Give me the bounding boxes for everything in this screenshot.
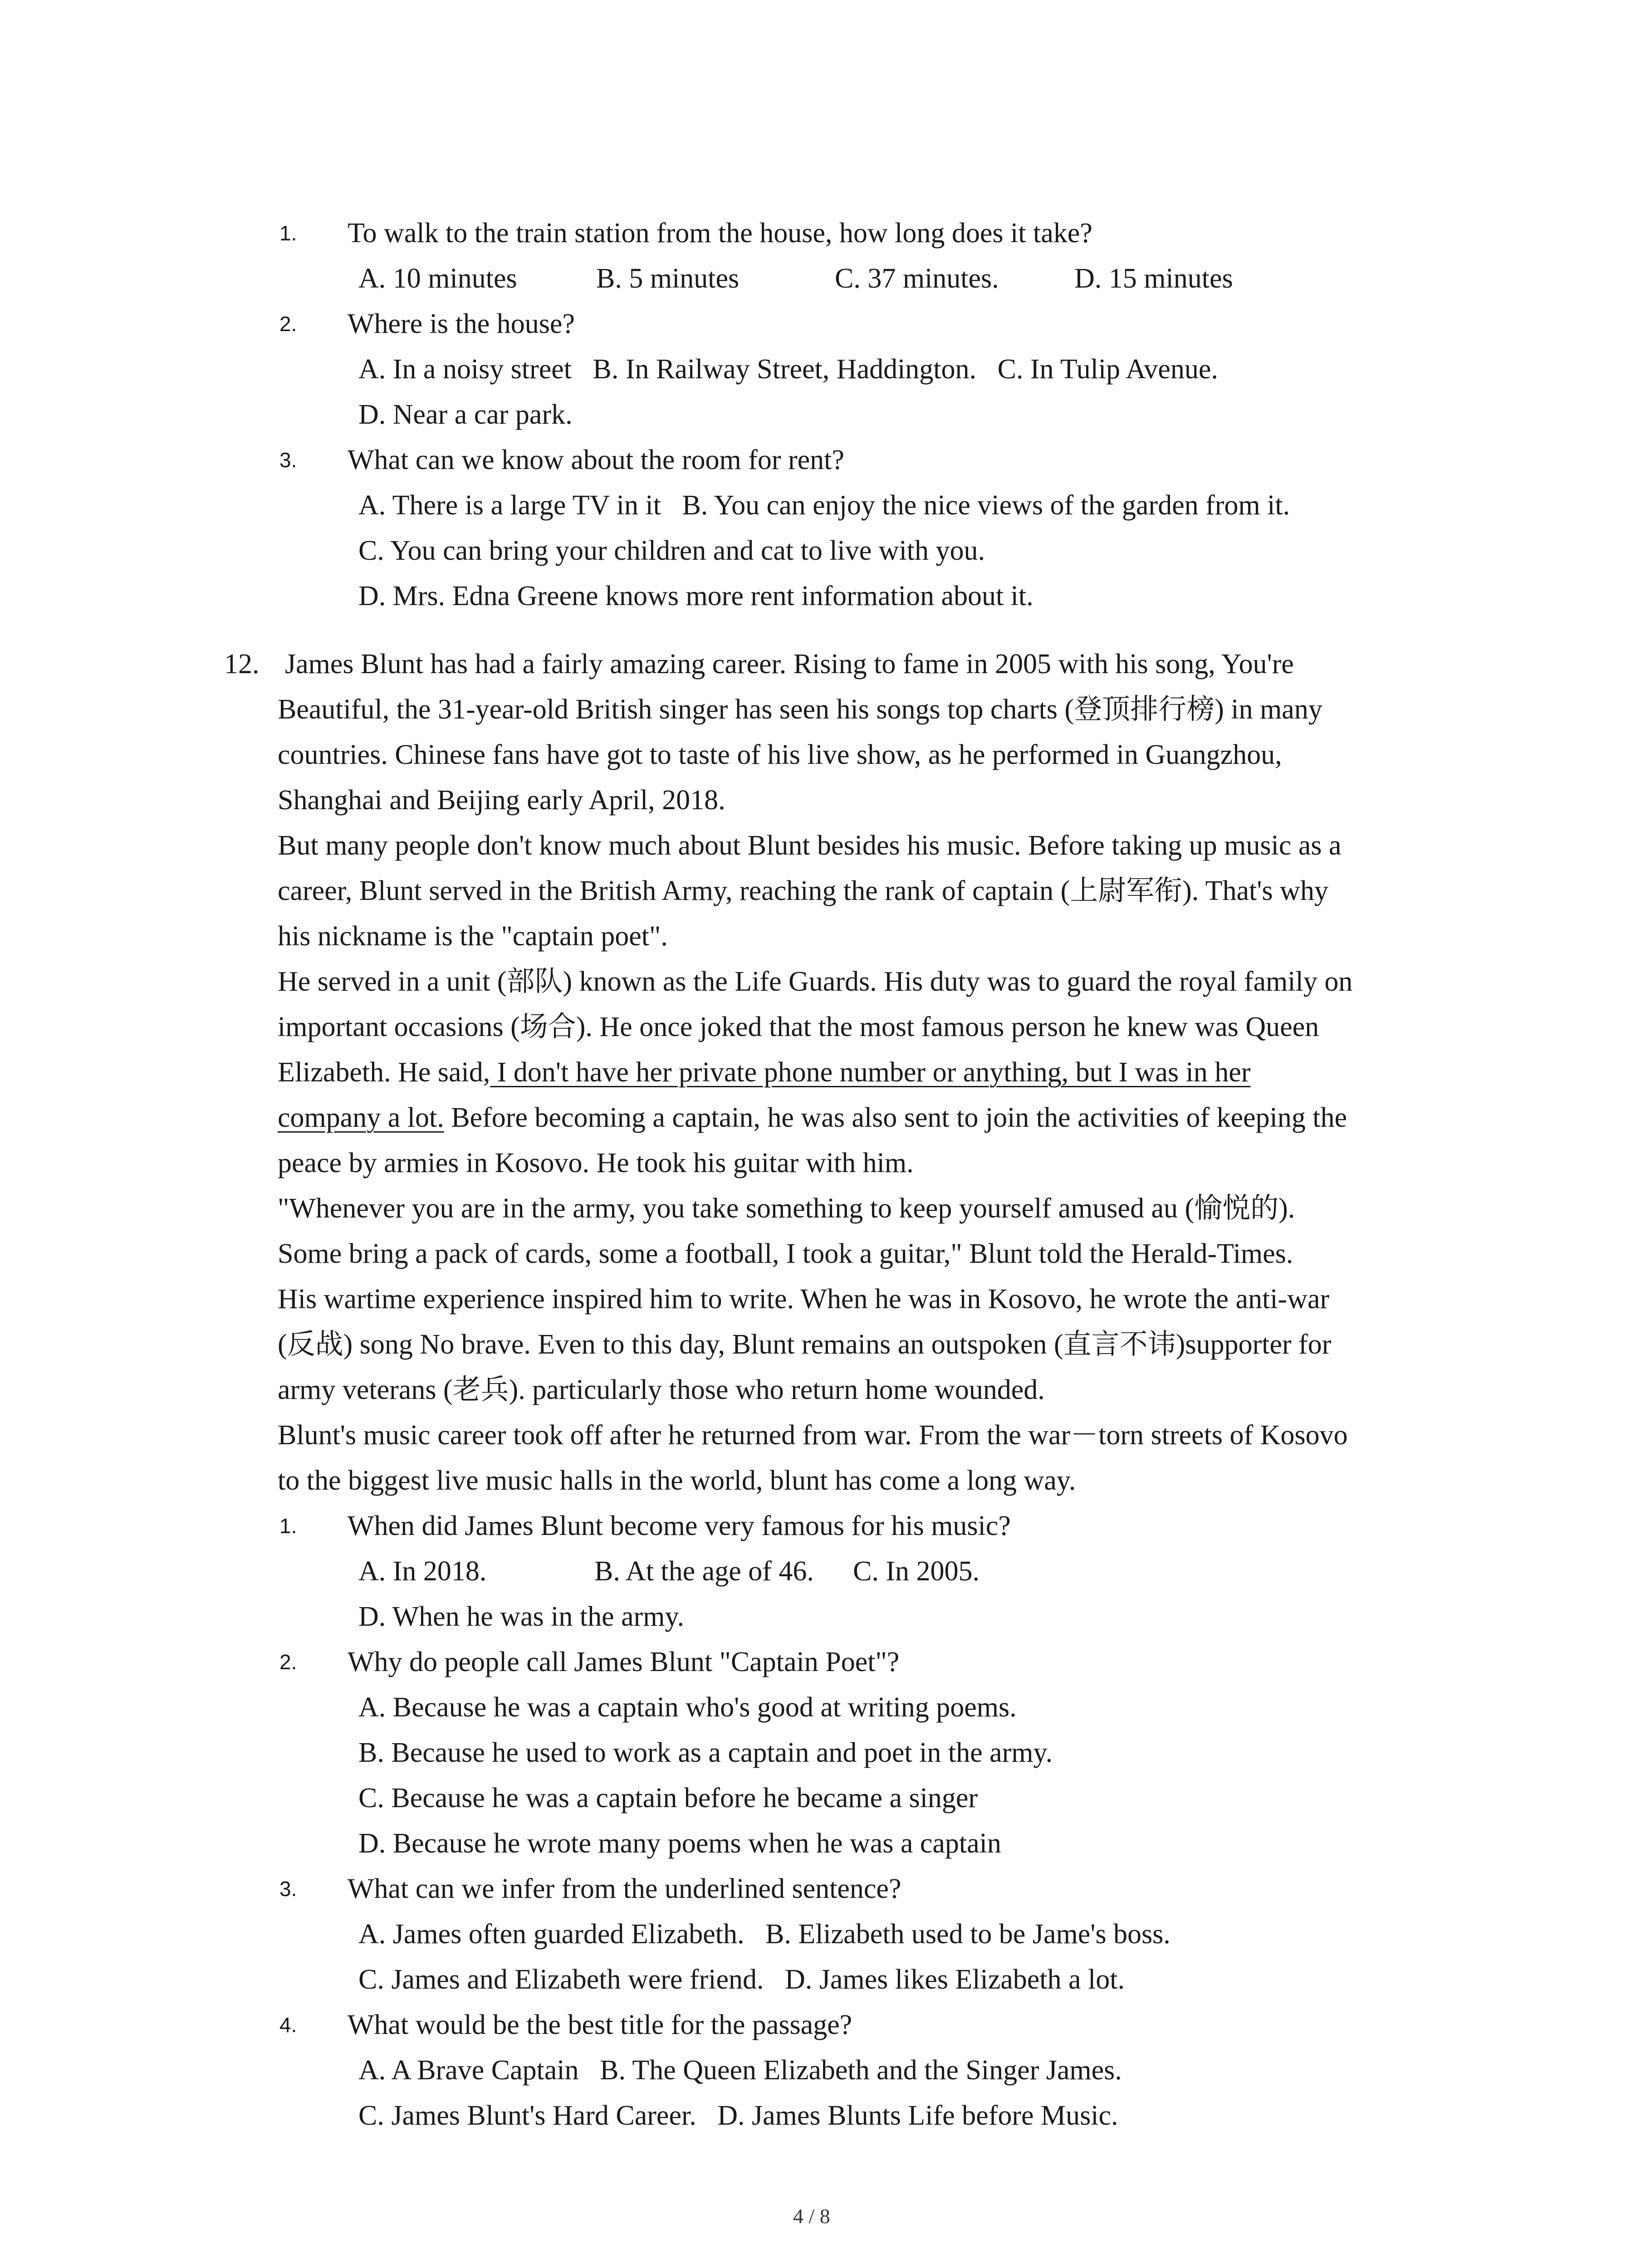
option-line: C. James Blunt's Hard Career. D. James Blunts Life before Music. [358,2100,1118,2131]
underlined-sentence: company a lot. [278,1102,444,1133]
question-number: 3. [279,448,297,472]
passage-line: career, Blunt served in the British Army, reaching the rank of captain (上尉军衔). That's why [278,875,1328,906]
question-text: Why do people call James Blunt "Captain Poet"? [348,1647,900,1677]
question-number: 4. [279,2013,297,2037]
question-number: 1. [279,1514,297,1538]
passage-line: "Whenever you are in the army, you take something to keep yourself amused au (愉悦的). [278,1193,1295,1224]
option-line: D. When he was in the army. [358,1601,684,1632]
question-number: 2. [279,312,297,336]
passage-line: James Blunt has had a fairly amazing career. Rising to fame in 2005 with his song, You're [285,649,1294,679]
option-b: B. At the age of 46. [594,1556,814,1587]
passage-line: peace by armies in Kosovo. He took his guitar with him. [278,1148,914,1178]
question-number: 2. [279,1650,297,1674]
option-d: D. 15 minutes [1074,263,1233,294]
passage-line: to the biggest live music halls in the world, blunt has come a long way. [278,1465,1076,1496]
passage-line: His wartime experience inspired him to write. When he was in Kosovo, he wrote the anti-war [278,1284,1330,1315]
option-c: C. In 2005. [853,1556,980,1587]
option-line: A. There is a large TV in it B. You can enjoy the nice views of the garden from it. [358,490,1290,521]
passage-line: army veterans (老兵). particularly those who return home wounded. [278,1374,1045,1405]
question-text: To walk to the train station from the house, how long does it take? [348,218,1092,249]
option-c: C. 37 minutes. [835,263,999,294]
passage-line: Shanghai and Beijing early April, 2018. [278,785,725,816]
passage-line: Beautiful, the 31-year-old British singer has seen his songs top charts (登顶排行榜) in many [278,694,1323,725]
section-number: 12. [224,649,260,679]
question-text: What would be the best title for the passage? [348,2009,852,2040]
question-number: 3. [279,1877,297,1901]
question-number: 1. [279,221,297,245]
underlined-sentence: I don't have her private phone number or anything, but I was in her [490,1057,1251,1088]
page-number: 4 / 8 [793,2204,830,2228]
passage-line: But many people don't know much about Blunt besides his music. Before taking up music as a [278,830,1342,861]
passage-line: (反战) song No brave. Even to this day, Blunt remains an outspoken (直言不讳)supporter for [278,1329,1332,1360]
passage-line: Blunt's music career took off after he returned from war. From the war－torn streets of Kosovo [278,1420,1348,1451]
passage-line: Some bring a pack of cards, some a football, I took a guitar," Blunt told the Herald-Times. [278,1238,1293,1269]
passage-text: Elizabeth. He said, [278,1057,490,1088]
passage-line: countries. Chinese fans have got to taste of his live show, as he performed in Guangzhou, [278,739,1282,770]
option-b: B. 5 minutes [596,263,740,294]
option-line: C. Because he was a captain before he became a singer [358,1783,978,1813]
passage-text: Before becoming a captain, he was also sent to join the activities of keeping the [444,1102,1347,1133]
question-text: When did James Blunt become very famous for his music? [348,1510,1011,1541]
option-line: D. Because he wrote many poems when he was a captain [358,1828,1001,1859]
passage-line: He served in a unit (部队) known as the Life Guards. His duty was to guard the royal family on [278,966,1353,997]
passage-line [278,1054,1250,1090]
passage-line: important occasions (场合). He once joked that the most famous person he knew was Queen [278,1012,1319,1042]
option-line: C. James and Elizabeth were friend. D. James likes Elizabeth a lot. [358,1964,1125,1995]
option-line: D. Near a car park. [358,399,573,430]
option-a: A. In 2018. [358,1556,487,1587]
option-line: A. Because he was a captain who's good at writing poems. [358,1692,1017,1723]
option-line: C. You can bring your children and cat to live with you. [358,535,985,566]
passage-line [278,1100,1347,1136]
option-line: B. Because he used to work as a captain and poet in the army. [358,1737,1053,1768]
question-text: What can we know about the room for rent? [348,445,844,475]
option-line: A. In a noisy street B. In Railway Street, Haddington. C. In Tulip Avenue. [358,354,1218,385]
question-text: Where is the house? [348,308,575,339]
option-line: D. Mrs. Edna Greene knows more rent information about it. [358,581,1034,611]
option-a: A. 10 minutes [358,263,517,294]
passage-line: his nickname is the "captain poet". [278,921,668,952]
option-line: A. A Brave Captain B. The Queen Elizabeth and the Singer James. [358,2055,1122,2086]
option-line: A. James often guarded Elizabeth. B. Elizabeth used to be Jame's boss. [358,1919,1171,1950]
question-text: What can we infer from the underlined sentence? [348,1873,901,1904]
